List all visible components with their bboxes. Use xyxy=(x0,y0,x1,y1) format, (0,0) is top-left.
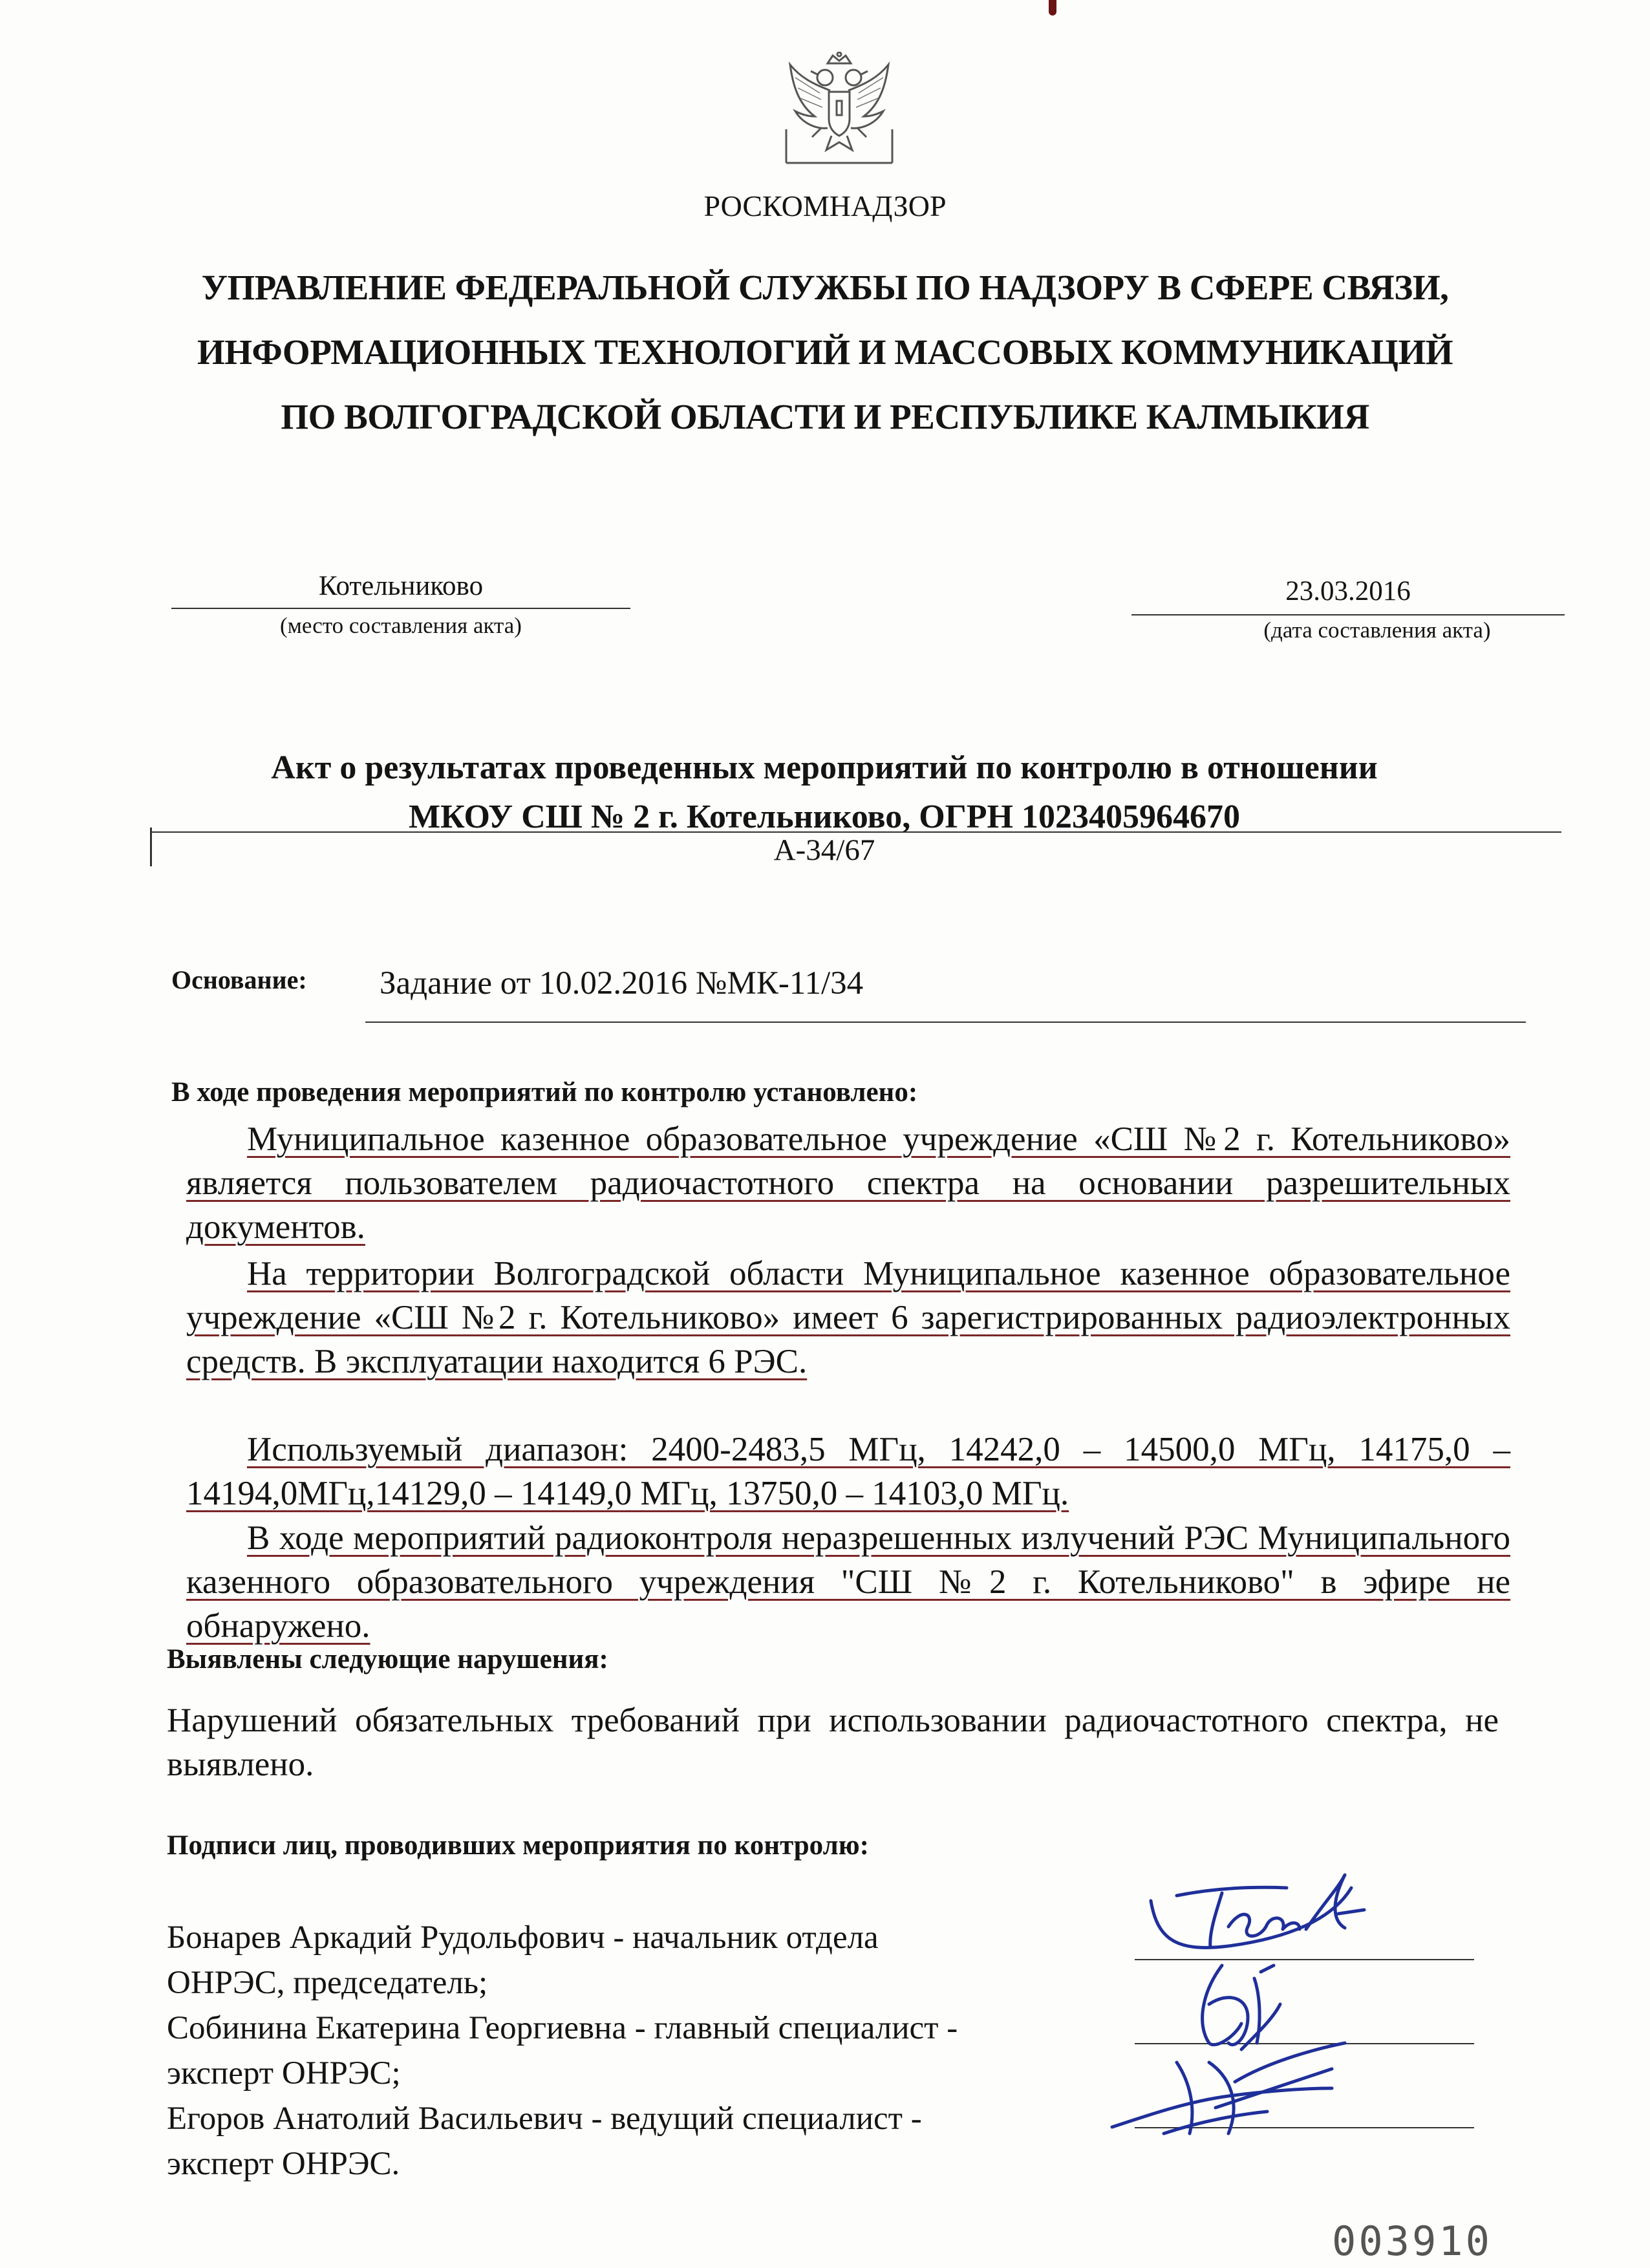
act-number: А-34/67 xyxy=(773,833,875,867)
signer-line: эксперт ОНРЭС; xyxy=(167,2055,401,2091)
agency-short-name: РОСКОМНАДЗОР xyxy=(703,189,947,222)
basis-value: Задание от 10.02.2016 №МК-11/34 xyxy=(380,965,864,1001)
violations-heading: Выявлены следующие нарушения: xyxy=(167,1644,608,1674)
basis-underline xyxy=(365,1022,1526,1023)
finding-paragraph: Используемый диапазон: 2400-2483,5 МГц, 14242,0 – 14500,0 МГц, 14175,0 – 14194,0МГц,14129,0 – 14149,0 МГц, 13750,0 – 14103,0 МГц. xyxy=(186,1431,1510,1512)
finding-paragraph: На территории Волгоградской области Муниципальное казенное образовательное учреждение «СШ №2 г. Котельниково» имеет 6 зарегистрированных радиоэлектронных средств. В эксплуатации находится 6 РЭС. xyxy=(186,1255,1510,1380)
act-title-line: МКОУ СШ № 2 г. Котельниково, ОГРН 1023405964670 xyxy=(409,798,1240,835)
signer-line: ОНРЭС, председатель; xyxy=(167,1965,488,2001)
place-underline xyxy=(171,608,630,609)
violations-text: Нарушений обязательных требований при использовании радиочастотного спектра, не выявлено. xyxy=(167,1702,1499,1783)
signer-line: эксперт ОНРЭС. xyxy=(167,2146,400,2182)
stamp-number: 003910 xyxy=(1332,2218,1492,2265)
agency-line: ПО ВОЛГОГРАДСКОЙ ОБЛАСТИ И РЕСПУБЛИКЕ КАЛМЫКИЯ xyxy=(281,397,1369,436)
signatures-heading: Подписи лиц, проводивших мероприятия по контролю: xyxy=(167,1830,869,1861)
date-value: 23.03.2016 xyxy=(1285,576,1411,606)
agency-line: ИНФОРМАЦИОННЫХ ТЕХНОЛОГИЙ И МАССОВЫХ КОММУНИКАЦИЙ xyxy=(197,332,1453,372)
signer-line: Егоров Анатолий Васильевич - ведущий специалист - xyxy=(167,2101,922,2137)
place-value: Котельниково xyxy=(318,571,484,601)
signature-egorov xyxy=(1099,2037,1409,2146)
date-caption: (дата составления акта) xyxy=(1263,617,1491,643)
basis-label: Основание: xyxy=(171,965,307,994)
place-caption: (место составления акта) xyxy=(280,613,522,638)
date-underline xyxy=(1131,614,1565,615)
agency-full-name xyxy=(0,255,1650,449)
agency-line: УПРАВЛЕНИЕ ФЕДЕРАЛЬНОЙ СЛУЖБЫ ПО НАДЗОРУ В СФЕРЕ СВЯЗИ, xyxy=(201,268,1449,307)
finding-paragraph: В ходе мероприятий радиоконтроля неразрешенных излучений РЭС Муниципального казенного образовательного учреждения "СШ №2 г. Котельниково" в эфире не обнаружено. xyxy=(186,1519,1510,1645)
ink-mark xyxy=(1049,0,1056,16)
act-title xyxy=(129,744,1519,842)
finding-paragraph: Муниципальное казенное образовательное учреждение «СШ №2 г. Котельниково» является пользователем радиочастотного спектра на основании разрешительных документов. xyxy=(186,1120,1510,1246)
coat-of-arms-of-russia-icon xyxy=(781,52,897,165)
signers-list xyxy=(167,1915,1104,2187)
act-title-line: Акт о результатах проведенных мероприятий по контролю в отношении xyxy=(271,749,1378,786)
signer-line: Собинина Екатерина Георгиевна - главный специалист - xyxy=(167,2010,958,2046)
signer-line: Бонарев Аркадий Рудольфович - начальник отдела xyxy=(167,1920,879,1956)
findings-heading: В ходе проведения мероприятий по контролю установлено: xyxy=(171,1077,918,1107)
